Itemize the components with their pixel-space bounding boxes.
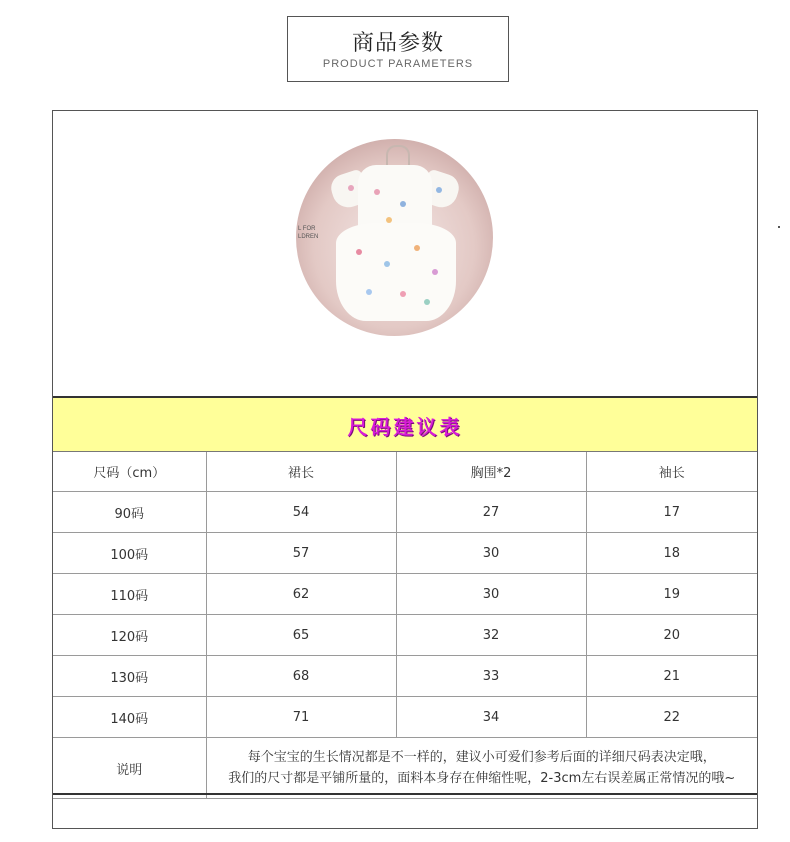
note-label: 说明 — [53, 738, 206, 799]
table-row — [53, 656, 757, 697]
note-row — [53, 738, 757, 799]
table-row — [53, 533, 757, 574]
cell-sleeve: 18 — [586, 533, 757, 574]
cell-length: 62 — [206, 574, 396, 615]
size-table — [53, 452, 757, 799]
cell-chest: 34 — [396, 697, 586, 738]
dress-skirt — [336, 223, 456, 321]
column-header-chest: 胸围*2 — [396, 452, 586, 492]
size-chart-title: 尺码建议表 — [347, 415, 463, 439]
note-line-2: 我们的尺寸都是平铺所量的，面料本身存在伸缩性呢，2-3cm左右误差属正常情况的哦~ — [228, 771, 736, 786]
cell-size: 140码 — [53, 697, 206, 738]
size-chart-banner — [53, 396, 757, 452]
table-row — [53, 615, 757, 656]
cell-chest: 32 — [396, 615, 586, 656]
hanger-shape — [386, 145, 410, 165]
page-title: 商品参数 — [351, 31, 444, 56]
column-header-length: 裙长 — [206, 452, 396, 492]
table-row — [53, 574, 757, 615]
table-header-row — [53, 452, 757, 492]
cell-size: 110码 — [53, 574, 206, 615]
cell-chest: 27 — [396, 492, 586, 533]
cell-size: 90码 — [53, 492, 206, 533]
column-header-sleeve: 袖长 — [586, 452, 757, 492]
table-row — [53, 492, 757, 533]
cell-sleeve: 22 — [586, 697, 757, 738]
size-chart-panel — [52, 110, 758, 829]
cell-size: 120码 — [53, 615, 206, 656]
cell-sleeve: 17 — [586, 492, 757, 533]
cell-chest: 30 — [396, 533, 586, 574]
dress-bodice — [358, 165, 432, 231]
product-photo — [296, 139, 493, 336]
cell-length: 54 — [206, 492, 396, 533]
stray-dot — [778, 226, 780, 228]
cell-sleeve: 19 — [586, 574, 757, 615]
bottom-divider — [53, 793, 757, 795]
cell-size: 130码 — [53, 656, 206, 697]
column-header-size: 尺码（cm） — [53, 452, 206, 492]
cell-length: 57 — [206, 533, 396, 574]
product-photo-area — [53, 111, 757, 396]
cell-sleeve: 21 — [586, 656, 757, 697]
cell-chest: 33 — [396, 656, 586, 697]
page-subtitle: PRODUCT PARAMETERS — [322, 58, 474, 70]
product-parameters-header — [287, 16, 509, 82]
cell-length: 71 — [206, 697, 396, 738]
cell-sleeve: 20 — [586, 615, 757, 656]
cell-size: 100码 — [53, 533, 206, 574]
cell-chest: 30 — [396, 574, 586, 615]
cell-length: 68 — [206, 656, 396, 697]
table-row — [53, 697, 757, 738]
note-line-1: 每个宝宝的生长情况都是不一样的，建议小可爱们参考后面的详细尺码表决定哦， — [247, 750, 716, 765]
cell-length: 65 — [206, 615, 396, 656]
note-text — [206, 738, 757, 799]
shop-sign-text: L FOR LDREN — [298, 226, 319, 240]
